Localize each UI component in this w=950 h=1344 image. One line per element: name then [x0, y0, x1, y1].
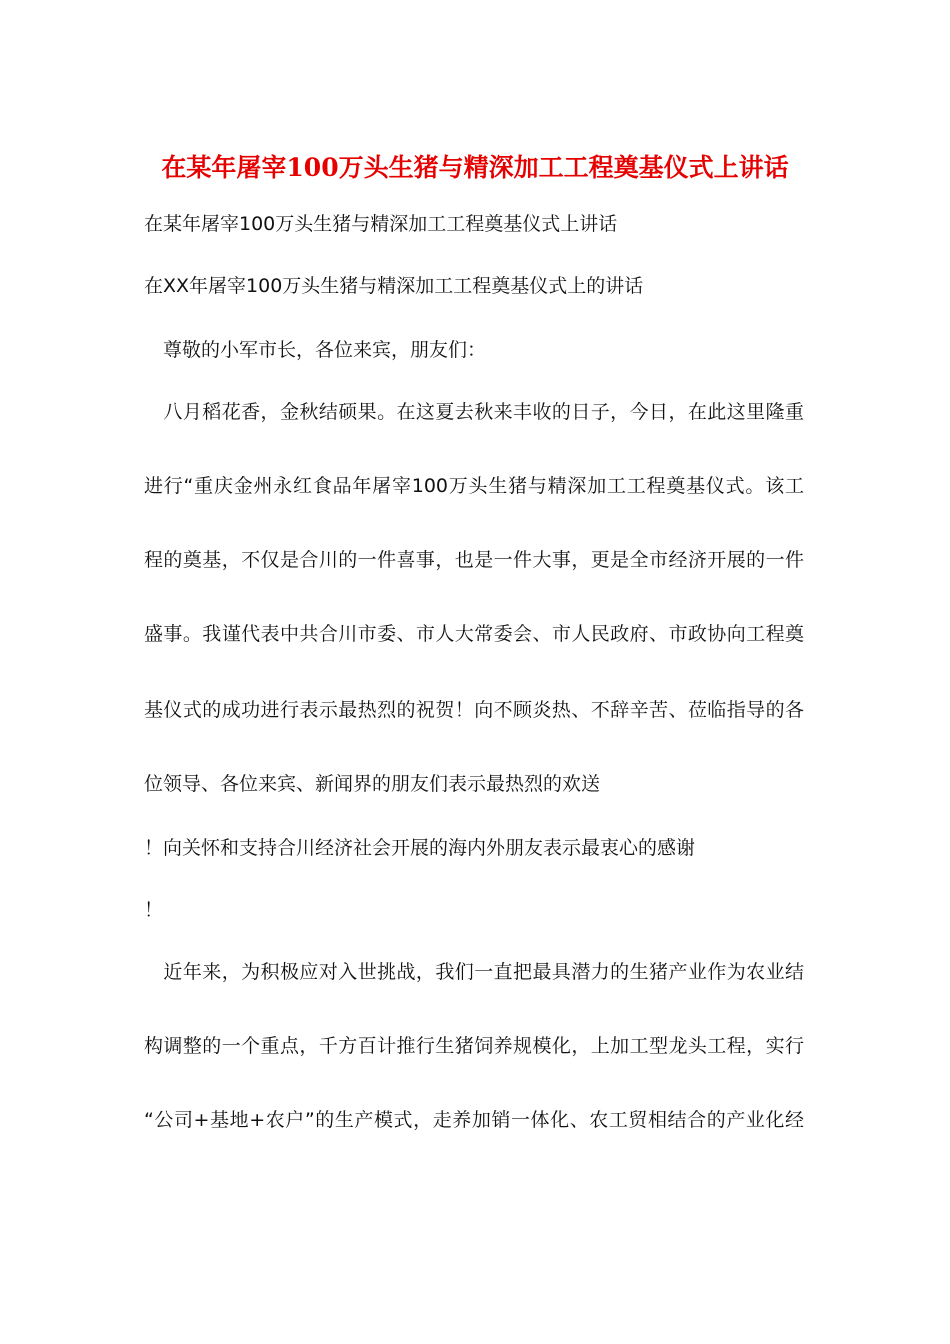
doc-line-paragraph: “公司+基地+农户”的生产模式，走养加销一体化、农工贸相结合的产业化经 — [144, 1109, 804, 1131]
doc-line-subtitle: 在某年屠宰100万头生猪与精深加工工程奠基仪式上讲话 — [144, 213, 618, 235]
doc-line-paragraph: 基仪式的成功进行表示最热烈的祝贺！向不顾炎热、不辞辛苦、莅临指导的各 — [144, 699, 804, 721]
doc-line-paragraph: 位领导、各位来宾、新闻界的朋友们表示最热烈的欢送 — [144, 773, 601, 795]
doc-line-paragraph: 八月稻花香，金秋结硕果。在这夏去秋来丰收的日子，今日，在此这里隆重 — [144, 401, 804, 423]
doc-line-paragraph: 程的奠基，不仅是合川的一件喜事，也是一件大事，更是全市经济开展的一件 — [144, 549, 804, 571]
doc-line-paragraph: 盛事。我谨代表中共合川市委、市人大常委会、市人民政府、市政协向工程奠 — [144, 623, 804, 645]
doc-line-paragraph: 近年来，为积极应对入世挑战，我们一直把最具潜力的生猪产业作为农业结 — [144, 961, 804, 983]
doc-line-salutation: 尊敬的小军市长，各位来宾，朋友们： — [144, 339, 487, 361]
doc-line-paragraph: 构调整的一个重点，千方百计推行生猪饲养规模化，上加工型龙头工程，实行 — [144, 1035, 804, 1057]
document-title: 在某年屠宰100万头生猪与精深加工工程奠基仪式上讲话 — [161, 153, 789, 182]
doc-line-paragraph: ！向关怀和支持合川经济社会开展的海内外朋友表示最衷心的感谢 — [144, 837, 696, 859]
doc-line-paragraph: ！ — [144, 899, 164, 921]
doc-line-paragraph: 进行“重庆金州永红食品年屠宰100万头生猪与精深加工工程奠基仪式。该工 — [144, 475, 804, 497]
doc-line-speech-title: 在XX年屠宰100万头生猪与精深加工工程奠基仪式上的讲话 — [144, 275, 644, 297]
